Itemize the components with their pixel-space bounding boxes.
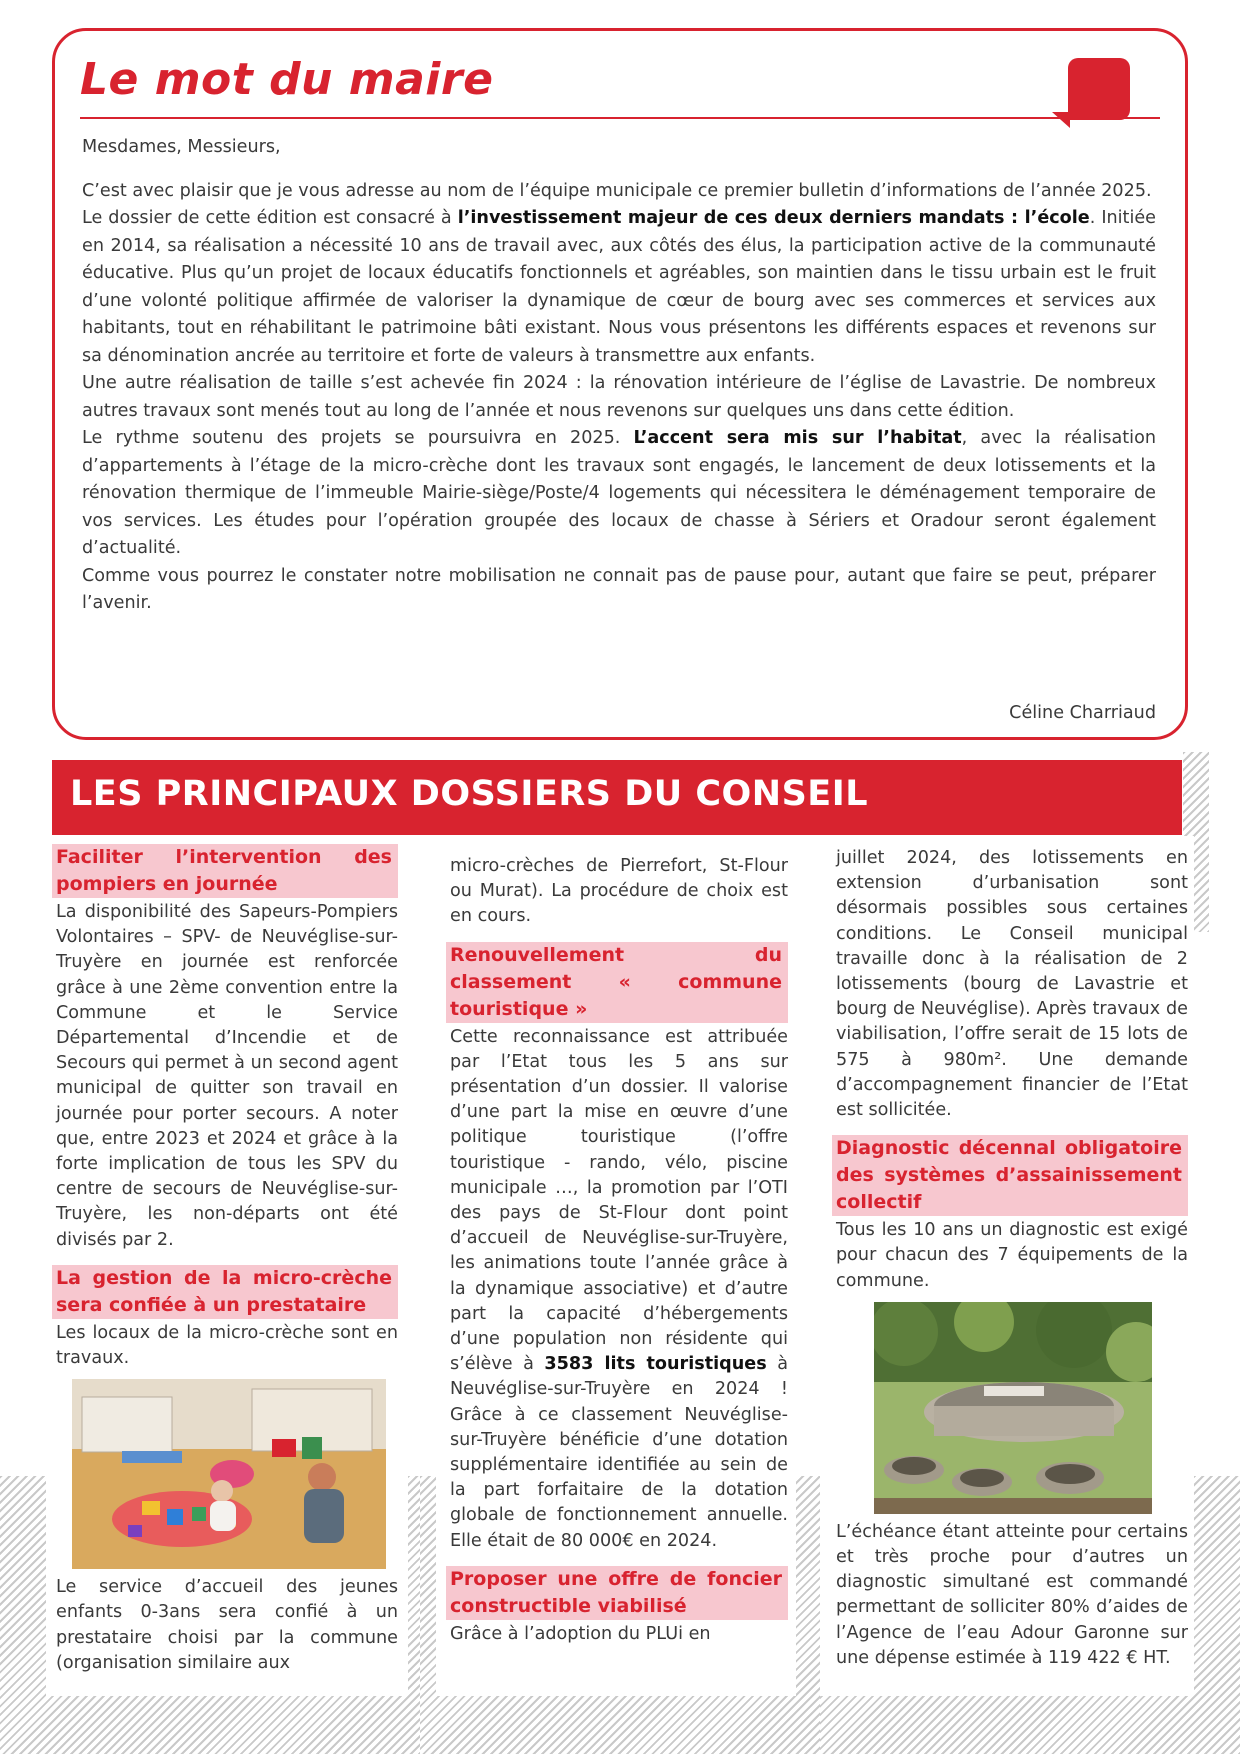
text-diagnostic: Tous les 10 ans un diagnostic est exigé pour chacun des 7 équipements de la commune.	[836, 1220, 1188, 1291]
heading-commune-touristique: Renouvellement du classement « commune touristique »	[446, 942, 788, 1023]
highlight-habitat: L’accent sera mis sur l’habitat	[633, 428, 962, 448]
highlight-lits: 3583 lits touristiques	[544, 1354, 767, 1375]
mayor-paragraph-2: Le dossier de cette édition est consacré à l’investissement majeur de ces deux derniers mandats : l’école. Initiée en 2014, sa réalisation a nécessité 10 ans de travail avec, aux côtés des élus, la participation active de la communauté éducative. Plus qu’un projet de locaux éducatifs fonctionnels et agréables, son maintien dans le tissu urbain est le fruit d’une volonté politique affirmée de valoriser la dynamique de cœur de bourg avec ses commerces et services aux habitants, tout en réhabilitant le patrimoine bâti existant. Nous vous présentons les différents espaces et revenons sur sa dénomination ancrée au territoire et forte de valeurs à transmettre aux enfants.	[82, 208, 1156, 366]
text-pompiers: La disponibilité des Sapeurs-Pompiers Volontaires – SPV- de Neuvéglise-sur-Truyère en journée est renforcée grâce à une 2ème convention entre la Commune et le Service Départemental d’Incendie et de Secours qui permet à un second agent municipal de quitter son travail en journée pour porter secours. A noter que, entre 2023 et 2024 et grâce à la forte implication de tous les SPV du centre de secours de Neuvéglise-sur-Truyère, les non-départs ont été divisés par 2.	[56, 902, 398, 1250]
mayor-paragraph-4: Le rythme soutenu des projets se poursuivra en 2025. L’accent sera mis sur l’habitat, avec la réalisation d’appartements à l’étage de la micro-crèche dont les travaux sont engagés, le lancement de deux lotissements et la rénovation thermique de l’immeuble Mairie-siège/Poste/4 logements qui nécessitera le déménagement temporaire de vos services. Les études pour l’opération groupée des locaux de chasse à Sériers et Oradour seront également d’actualité.	[82, 428, 1156, 558]
column-3	[836, 846, 1188, 1671]
mayor-paragraph-1: C’est avec plaisir que je vous adresse au nom de l’équipe municipale ce premier bulletin d’informations de l’année 2025.	[82, 180, 1152, 201]
column-1	[56, 844, 398, 1676]
section-title: LES PRINCIPAUX DOSSIERS DU CONSEIL	[70, 774, 869, 814]
heading-diagnostic: Diagnostic décennal obligatoire des systèmes d’assainissement collectif	[832, 1135, 1188, 1216]
text-commune-touristique: Cette reconnaissance est attribuée par l’Etat tous les 5 ans sur présentation d’un dossier. Il valorise d’une part la mise en œuvre d’une politique touristique (l’offre touristique - rando, vélo, piscine municipale …, la promotion par l’OTI des pays de St-Flour dont point d’accueil de Neuvéglise-sur-Truyère, les animations toute l’année grâce à la dynamique associative) et d’autre part la capacité d’hébergements d’une population non résidente qui s’élève à 3583 lits touristiques à Neuvéglise-sur-Truyère en 2024 ! Grâce à ce classement Neuvéglise-sur-Truyère bénéficie d’une dotation supplémentaire identifiée au sein de la part forfaitaire de la dotation globale de fonctionnement annuelle. Elle était de 80 000€ en 2024.	[450, 1026, 789, 1551]
greeting: Mesdames, Messieurs,	[82, 137, 281, 157]
signature: Céline Charriaud	[1009, 703, 1156, 723]
heading-foncier: Proposer une offre de foncier constructible viabilisé	[446, 1566, 788, 1620]
speech-bubble-icon	[1068, 58, 1130, 120]
heading-micro-creche: La gestion de la micro-crèche sera confiée à un prestataire	[52, 1265, 398, 1319]
mayor-paragraph-5: Comme vous pourrez le constater notre mobilisation ne connait pas de pause pour, autant que faire se peut, préparer l’avenir.	[82, 565, 1156, 613]
mayor-letter	[82, 134, 1156, 618]
photo-children-playing	[72, 1379, 386, 1569]
text-micro-creche-travaux: Les locaux de la micro-crèche sont en travaux.	[56, 1322, 398, 1369]
text-foncier: Grâce à l’adoption du PLUi en	[450, 1623, 711, 1644]
text-micro-creche-prestataire: Le service d’accueil des jeunes enfants 0-3ans sera confié à un prestataire choisi par la commune (organisation similaire aux	[56, 1577, 398, 1673]
title-divider	[80, 117, 1160, 119]
text-lotissements: juillet 2024, des lotissements en extension d’urbanisation sont désormais possibles sous certaines conditions. Le Conseil municipal travaille donc à la réalisation de 2 lotissements (bourg de Lavastrie et bourg de Neuvéglise). Après travaux de viabilisation, l’offre serait de 15 lots de 575 à 980m². Une demande d’accompagnement financier de l’Etat est sollicitée.	[836, 848, 1188, 1121]
heading-pompiers: Faciliter l’intervention des pompiers en journée	[52, 844, 398, 898]
mayor-paragraph-3: Une autre réalisation de taille s’est achevée fin 2024 : la rénovation intérieure de l’église de Lavastrie. De nombreux autres travaux sont menés tout au long de l’année et nous revenons sur quelques uns dans cette édition.	[82, 373, 1156, 421]
highlight-school: l’investissement majeur de ces deux derniers mandats : l’école	[457, 208, 1090, 228]
photo-wastewater-station	[874, 1302, 1152, 1514]
column-2	[450, 854, 788, 1647]
speech-bubble-tail	[1052, 112, 1070, 128]
mayor-title: Le mot du maire	[80, 54, 494, 105]
text-micro-creche-suite: micro-crèches de Pierrefort, St-Flour ou Murat). La procédure de choix est en cours.	[450, 856, 788, 927]
text-diagnostic-aides: L’échéance étant atteinte pour certains et très proche pour d’autres un diagnostic simultané est commandé permettant de solliciter 80% d’aides de l’Agence de l’eau Adour Garonne sur une dépense estimée à 119 422 € HT.	[836, 1521, 1188, 1668]
